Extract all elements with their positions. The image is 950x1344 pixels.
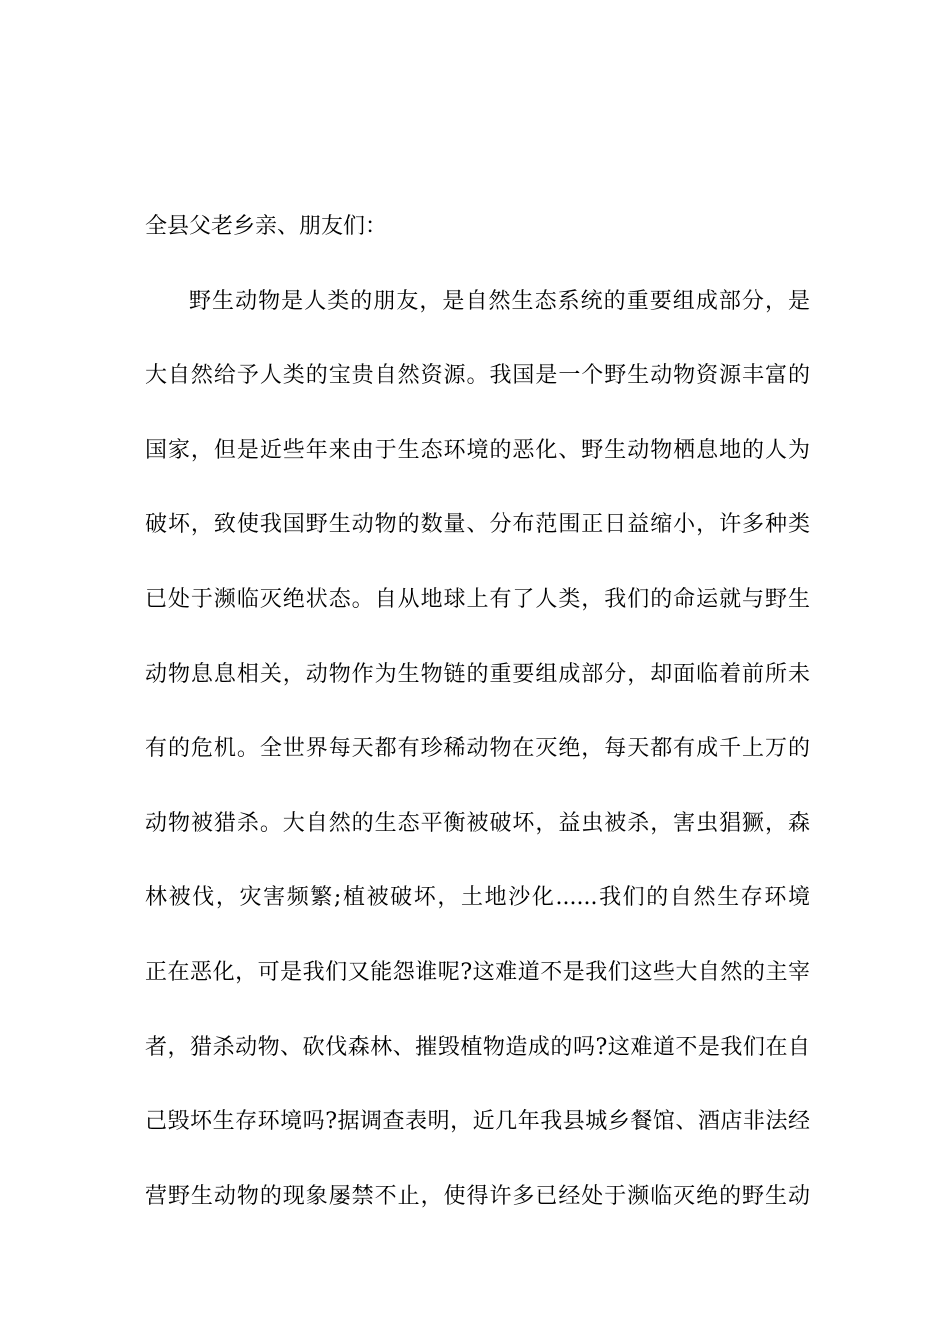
paragraph-line: 营野生动物的现象屡禁不止，使得许多已经处于濒临灭绝的野生动: [145, 1183, 810, 1209]
paragraph-line: 动物息息相关，动物作为生物链的重要组成部分，却面临着前所未: [145, 661, 810, 687]
paragraph-line: 国家，但是近些年来由于生态环境的恶化、野生动物栖息地的人为: [145, 437, 810, 463]
paragraph-line: 大自然给予人类的宝贵自然资源。我国是一个野生动物资源丰富的: [145, 363, 810, 389]
paragraph-line: 有的危机。全世界每天都有珍稀动物在灭绝，每天都有成千上万的: [145, 736, 810, 762]
paragraph-line: 破坏，致使我国野生动物的数量、分布范围正日益缩小，许多种类: [145, 512, 810, 538]
paragraph-line: 已处于濒临灭绝状态。自从地球上有了人类，我们的命运就与野生: [145, 586, 810, 612]
paragraph-line: 野生动物是人类的朋友，是自然生态系统的重要组成部分，是: [189, 288, 810, 314]
salutation: 全县父老乡亲、朋友们：: [145, 214, 388, 239]
document-body: [145, 204, 810, 1248]
paragraph-line: 己毁坏生存环境吗?据调查表明，近几年我县城乡餐馆、酒店非法经: [145, 1109, 810, 1135]
paragraph-line: 正在恶化，可是我们又能怨谁呢?这难道不是我们这些大自然的主宰: [145, 959, 810, 985]
paragraph-line: 动物被猎杀。大自然的生态平衡被破坏，益虫被杀，害虫猖獗，森: [145, 810, 810, 836]
paragraph-line: 者，猎杀动物、砍伐森林、摧毁植物造成的吗?这难道不是我们在自: [145, 1034, 810, 1060]
paragraph-line: 林被伐，灾害频繁;植被破坏，土地沙化......我们的自然生存环境: [145, 885, 810, 911]
